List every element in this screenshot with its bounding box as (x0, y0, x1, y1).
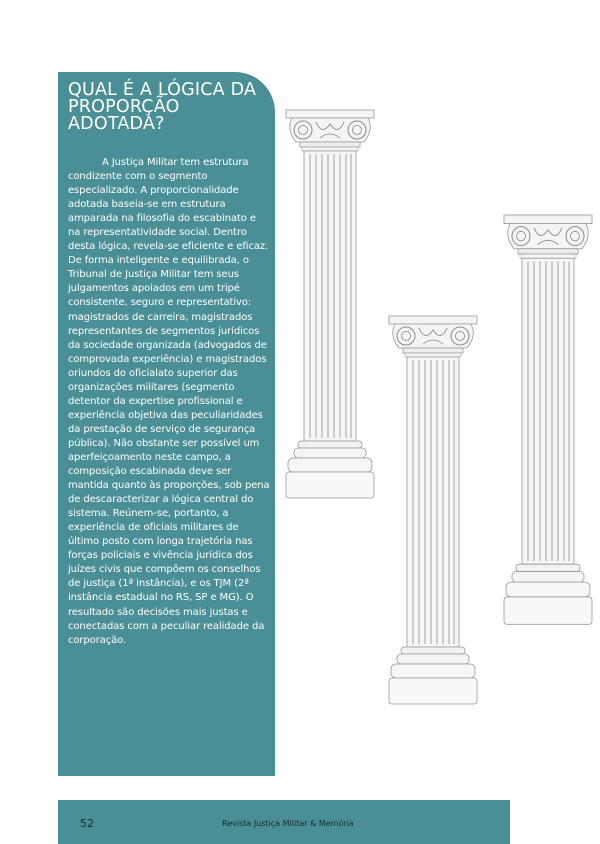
article-body: A Justiça Militar tem estrutura condizente com o segmento especializado. A proporcionalidade adotada baseia-se em estrutura amparada na filosofia do escabinato e na representatividade social. Dentro desta lógica, revela-se eficiente e eficaz. De forma inteligente e equilibrada, o Tribunal de Justiça Militar tem seus julgamentos apoiados em um tripé consistente, seguro e representativo: magistrados de carreira, magistrados representantes de segmentos jurídicos da sociedade organizada (advogados de comprovada experiência) e magistrados oriundos do oficialato superior das organizações militares (segmento detentor da expertise profissional e experiência objetiva das peculiaridades da prestação de serviço de segurança pública). Não obstante ser possível um aperfeiçoamento neste campo, a composição escabinada deve ser mantida quanto às proporções, sob pena de descaracterizar a lógica central do sistema. Reúnem-se, portanto, a experiência de oficiais militares de último posto com longa trajetória nas forças policiais e vivência jurídica dos juízes civis que compõem os conselhos de justiça (1ª instância), e os TJM (2ª instância estadual no RS, SP e MG). O resultado são decisões mais justas e conectadas com a peculiar realidade da corporação. (68, 157, 270, 646)
page-number: 52 (80, 817, 94, 830)
journal-name: Revista Justiça Militar & Memória (222, 819, 354, 828)
column-middle (389, 316, 477, 704)
article-title: QUAL É A LÓGICA DA PROPORÇÃO ADOTADA? (68, 80, 257, 134)
page-footer (58, 800, 510, 844)
column-left (286, 110, 374, 498)
column-right (504, 215, 592, 624)
